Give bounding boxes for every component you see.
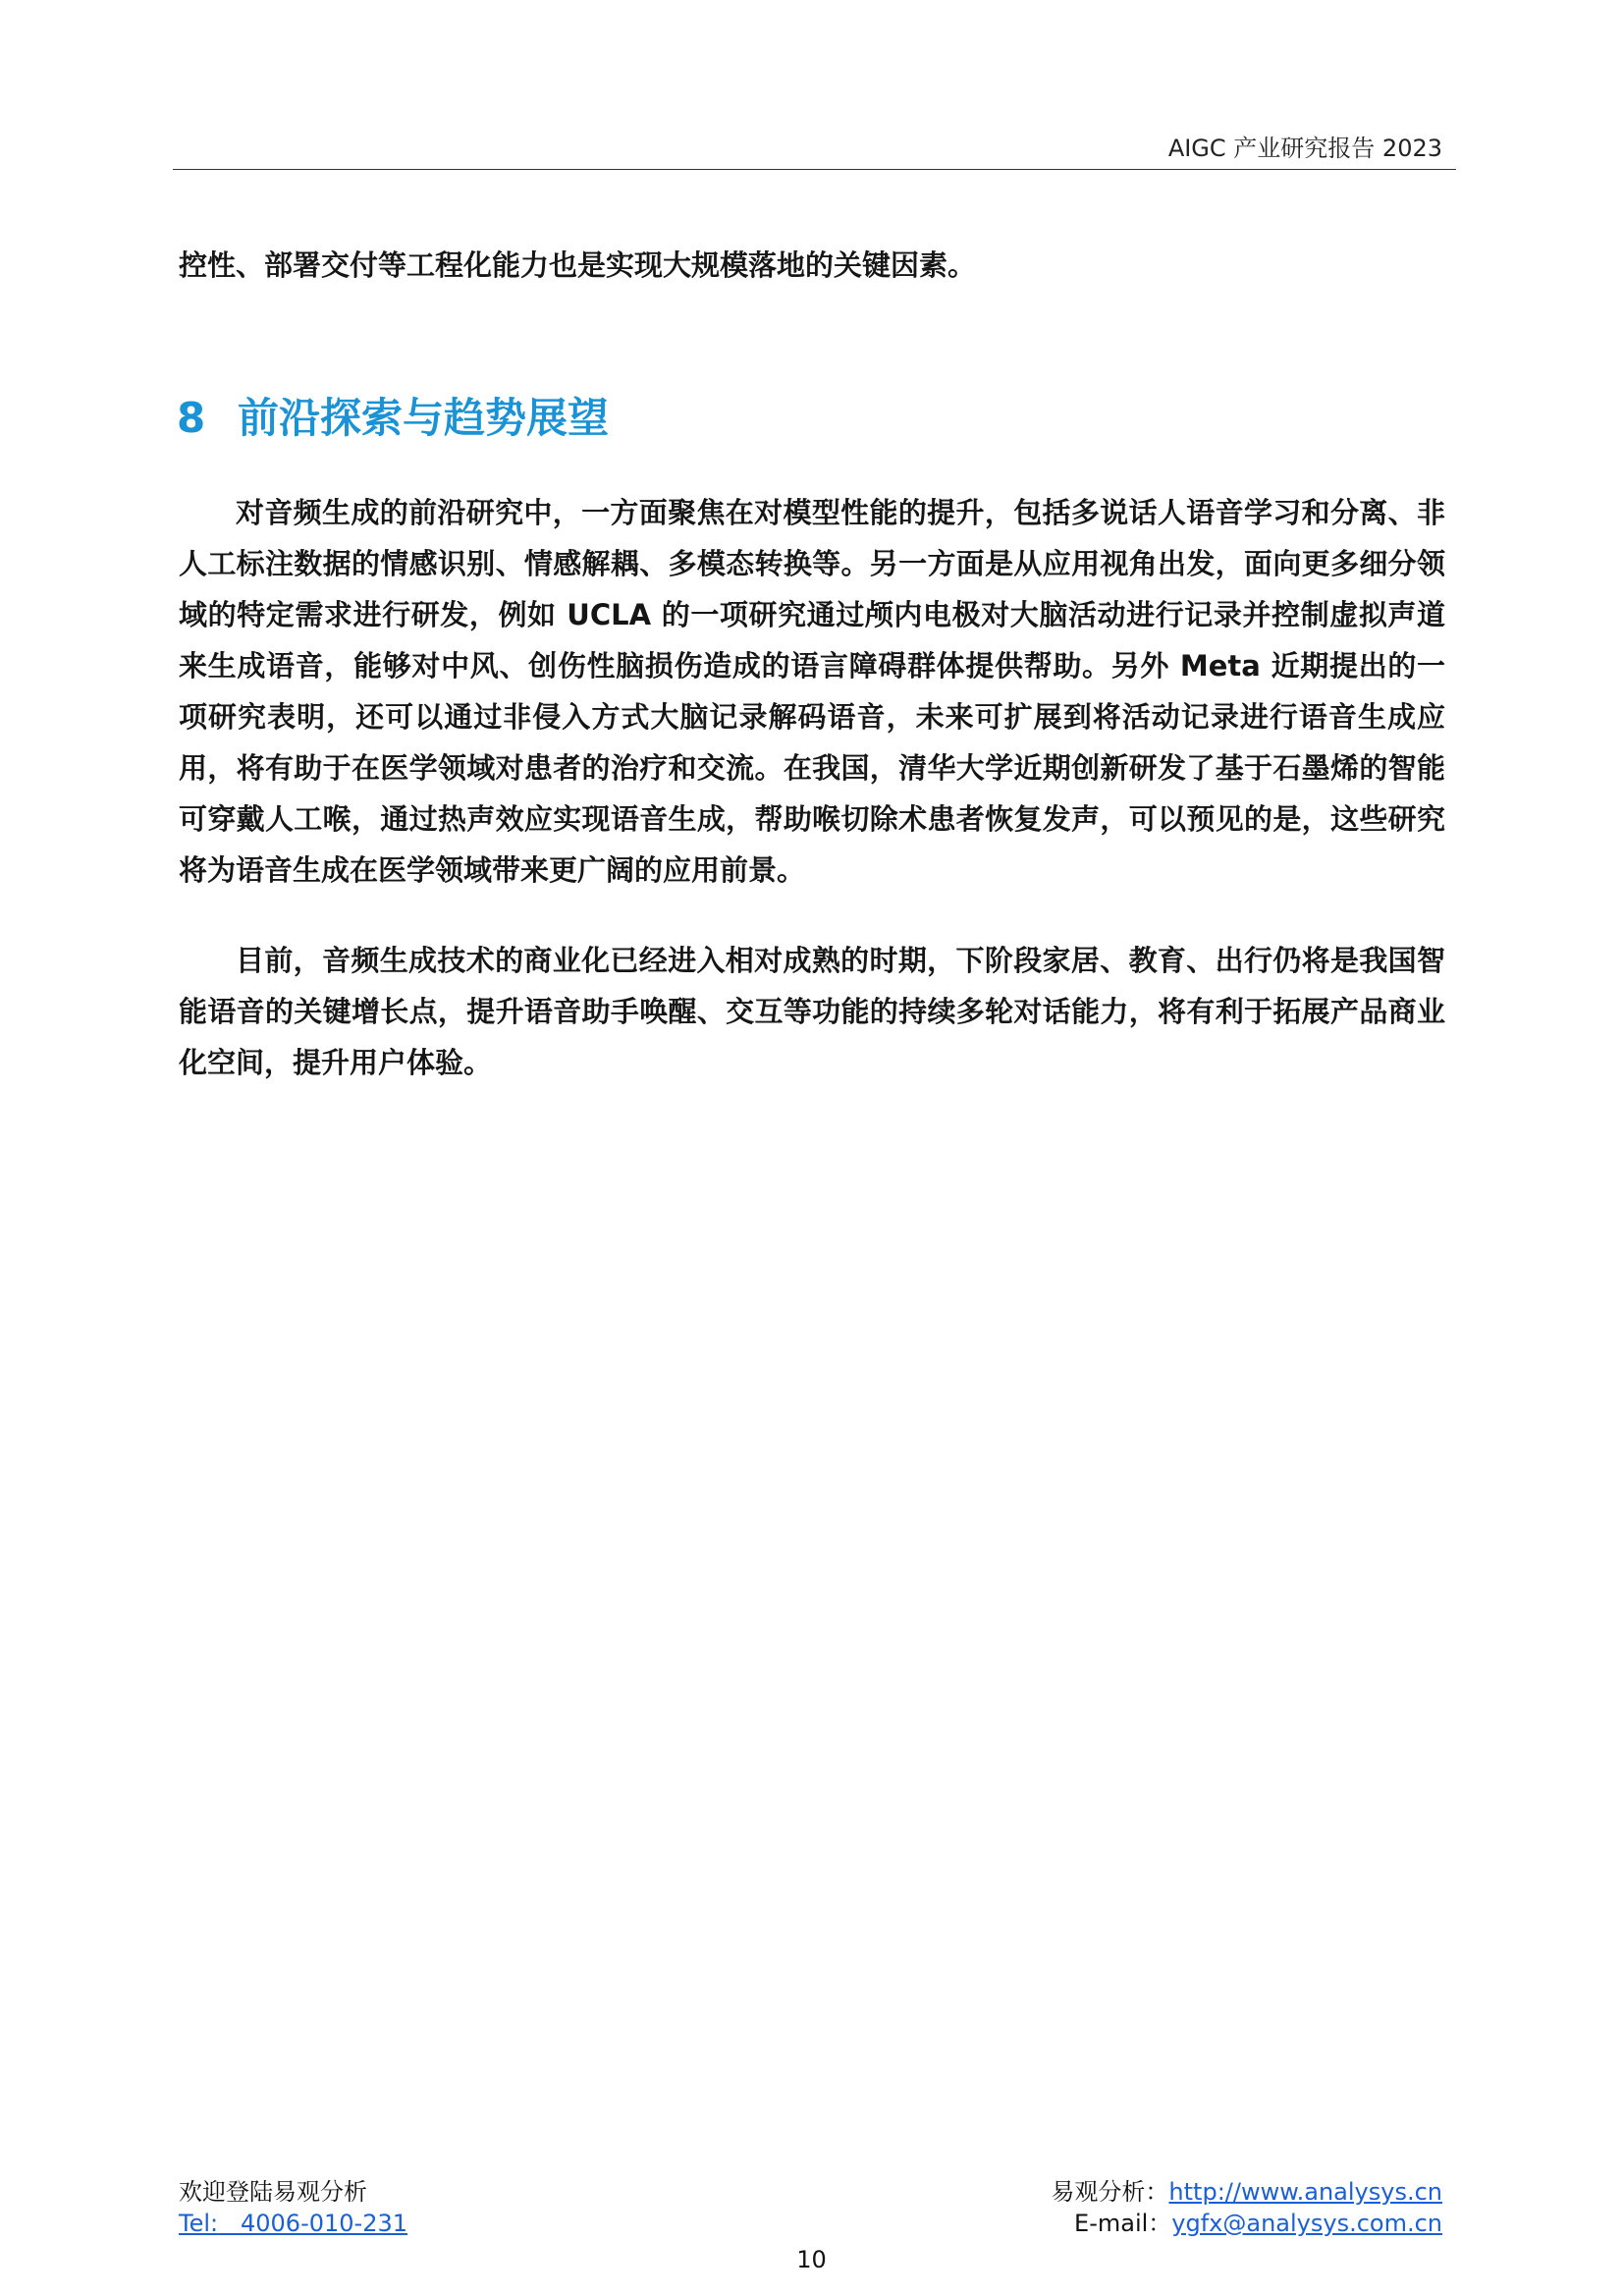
- section-number: 8: [177, 394, 206, 442]
- footer-email-line: [1051, 2208, 1442, 2239]
- footer-email-link[interactable]: ygfx@analysys.com.cn: [1171, 2210, 1442, 2237]
- header-title: AIGC 产业研究报告 2023: [1167, 135, 1442, 162]
- footer-email-label: E-mail：: [1074, 2210, 1172, 2237]
- section-title: 前沿探索与趋势展望: [238, 394, 610, 442]
- footer-right: [1051, 2176, 1442, 2239]
- paragraph-commercialization: 目前，音频生成技术的商业化已经进入相对成熟的时期，下阶段家居、教育、出行仍将是我国智能语音的关键增长点，提升语音助手唤醒、交互等功能的持续多轮对话能力，将有利于拓展产品商业化空间，提升用户体验。: [179, 944, 1445, 1079]
- page-number: 10: [796, 2246, 827, 2273]
- section-heading: [177, 391, 609, 446]
- footer-site-label: 易观分析：: [1051, 2178, 1169, 2206]
- footer-site-line: [1051, 2176, 1442, 2208]
- paragraph-research: 对音频生成的前沿研究中，一方面聚焦在对模型性能的提升，包括多说话人语音学习和分离、非人工标注数据的情感识别、情感解耦、多模态转换等。另一方面是从应用视角出发，面向更多细分领域的特定需求进行研发，例如 UCLA 的一项研究通过颅内电极对大脑活动进行记录并控制虚拟声道来生成语音，能够对中风、创伤性脑损伤造成的语言障碍群体提供帮助。另外 Meta 近期提出的一项研究表明，还可以通过非侵入方式大脑记录解码语音，未来可扩展到将活动记录进行语音生成应用，将有助于在医学领域对患者的治疗和交流。在我国，清华大学近期创新研发了基于石墨烯的智能可穿戴人工喉，通过热声效应实现语音生成，帮助喉切除术患者恢复发声，可以预见的是，这些研究将为语音生成在医学领域带来更广阔的应用前景。: [179, 496, 1445, 887]
- footer-tel-label: Tel:: [179, 2210, 219, 2237]
- footer-site-link[interactable]: http://www.analysys.cn: [1168, 2178, 1442, 2206]
- intro-line: 控性、部署交付等工程化能力也是实现大规模落地的关键因素。: [179, 248, 977, 282]
- footer-tel-number: 4006-010-231: [241, 2210, 408, 2237]
- footer-left: [179, 2176, 407, 2239]
- header-divider: [173, 169, 1456, 170]
- footer-welcome: 欢迎登陆易观分析: [179, 2178, 367, 2206]
- footer-tel-link[interactable]: [179, 2208, 407, 2239]
